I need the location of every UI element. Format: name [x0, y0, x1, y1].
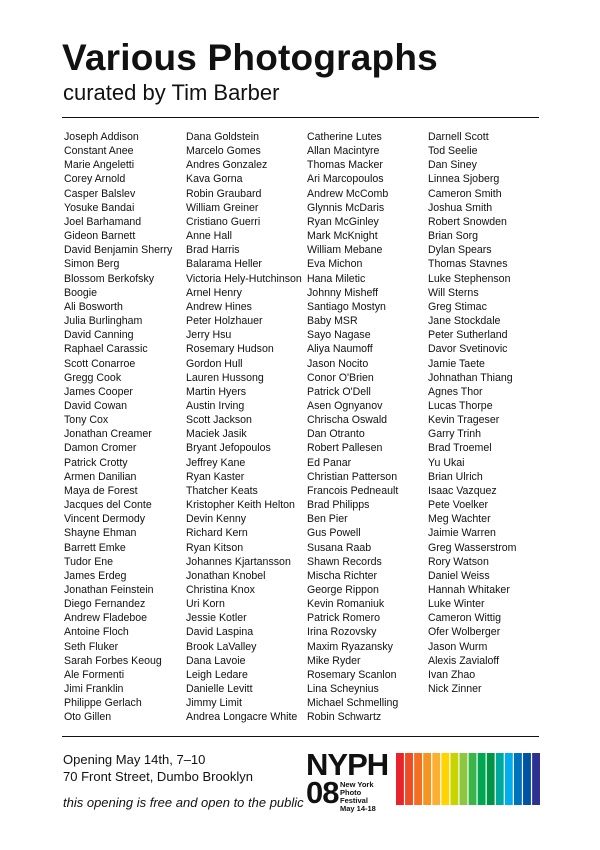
artist-name: Diego Fernandez [64, 598, 146, 611]
artist-name: Marcelo Gomes [186, 145, 261, 158]
artist-name: William Greiner [186, 201, 259, 214]
artist-name: Richard Kern [186, 527, 248, 540]
artist-name: Hana Miletic [307, 272, 366, 285]
artist-name: Brad Philipps [307, 499, 370, 512]
artist-name: Austin Irving [186, 399, 245, 412]
artist-column-4 [428, 130, 517, 696]
artist-name: Martin Hyers [186, 385, 247, 398]
artist-name: Antoine Floch [64, 626, 129, 639]
color-stripe [432, 753, 440, 805]
artist-name: Kevin Trageser [428, 414, 500, 427]
artist-name: Sayo Nagase [307, 329, 371, 342]
artist-name: Patrick Romero [307, 612, 380, 625]
artist-name: Ale Formenti [64, 668, 125, 681]
artist-name: David Laspina [186, 626, 254, 639]
artist-name: Tod Seelie [428, 145, 478, 158]
artist-column-1 [64, 130, 172, 725]
nyph-logo [306, 747, 389, 813]
page-subtitle: curated by Tim Barber [63, 80, 280, 105]
artist-name: David Benjamin Sherry [64, 244, 173, 257]
artist-name: Linnea Sjoberg [428, 173, 500, 186]
artist-name: Joseph Addison [64, 131, 139, 143]
logo-caption [340, 781, 390, 813]
artist-name: Scott Conarroe [64, 357, 136, 370]
artist-name: George Rippon [307, 584, 379, 596]
artist-name: David Cowan [64, 399, 128, 412]
bottom-divider [62, 736, 539, 737]
artist-name: Robin Graubard [186, 187, 262, 200]
artist-name: Andrea Longacre White [186, 711, 298, 724]
artist-name: Will Sterns [428, 286, 479, 299]
artist-name: Marie Angeletti [64, 159, 135, 172]
artist-name: Armen Danilian [64, 470, 137, 483]
logo-line-2: Photo Festival [340, 788, 368, 805]
artist-name: Daniel Weiss [428, 569, 490, 582]
artist-name: Meg Wachter [428, 513, 491, 526]
artist-name: Maya de Forest [64, 484, 138, 497]
artist-name: Robert Pallesen [307, 442, 383, 455]
artist-name: Patrick Crotty [64, 456, 128, 469]
rainbow-stripes-graphic [396, 753, 540, 805]
artist-name: Susana Raab [307, 541, 372, 554]
artist-name: Raphael Carassic [64, 343, 148, 356]
artist-name: Ivan Zhao [428, 668, 476, 681]
artist-name: Lauren Hussong [186, 371, 264, 384]
artist-name: Jonathan Knobel [186, 569, 266, 582]
color-stripe [469, 753, 477, 805]
artist-name: Thatcher Keats [186, 484, 258, 497]
artist-name: Mischa Richter [307, 569, 378, 582]
artist-name: William Mebane [307, 244, 383, 257]
artist-name: Alexis Zavialoff [428, 654, 500, 667]
artist-name: Joshua Smith [428, 201, 493, 214]
artist-name: Blossom Berkofsky [64, 272, 155, 285]
artist-name: Dana Lavoie [186, 654, 246, 667]
artist-name: Dana Goldstein [186, 131, 260, 143]
artist-name: Ofer Wolberger [428, 626, 501, 639]
color-stripe [514, 753, 522, 805]
artist-name: Davor Svetinovic [428, 343, 508, 356]
artist-name: Julia Burlingham [64, 315, 143, 328]
color-stripe [460, 753, 468, 805]
artist-name: Gus Powell [307, 527, 361, 540]
artist-name: Aliya Naumoff [307, 343, 373, 356]
artist-name: Shawn Records [307, 555, 382, 568]
artist-name: Robert Snowden [428, 215, 507, 228]
color-stripe [396, 753, 404, 805]
artist-name: Kevin Romaniuk [307, 598, 385, 611]
artist-name: Baby MSR [307, 315, 358, 328]
artist-name: Lina Scheynius [307, 683, 379, 696]
artist-name: Danielle Levitt [186, 683, 253, 696]
venue-address: 70 Front Street, Dumbo Brooklyn [63, 769, 254, 784]
artist-name: Dylan Spears [428, 244, 492, 257]
artist-name: Corey Arnold [64, 173, 126, 186]
artist-name: Ali Bosworth [64, 300, 123, 313]
artist-name: James Cooper [64, 385, 133, 398]
artist-name: Simon Berg [64, 258, 120, 271]
artist-name: Irina Rozovsky [307, 626, 377, 639]
artist-name: Johannes Kjartansson [186, 555, 291, 568]
color-stripe [414, 753, 422, 805]
logo-line-3: May 14-18 [340, 804, 376, 813]
artist-name: Bryant Jefopoulos [186, 442, 271, 455]
artist-name: Oto Gillen [64, 711, 112, 724]
artist-name: Johnathan Thiang [428, 371, 513, 384]
artist-name: Thomas Macker [307, 159, 383, 172]
artist-name: James Erdeg [64, 569, 127, 582]
artist-name: Ryan McGinley [307, 215, 379, 228]
color-stripe [441, 753, 449, 805]
artist-name: Peter Holzhauer [186, 315, 263, 328]
artist-name: Devin Kenny [186, 513, 247, 526]
artist-name: Jerry Hsu [186, 329, 232, 342]
logo-year: 08 [306, 775, 339, 810]
artist-name: Chrischa Oswald [307, 414, 388, 427]
artist-name: Tony Cox [64, 414, 109, 427]
artist-name: Damon Cromer [64, 442, 137, 455]
artist-name: Cameron Smith [428, 187, 502, 200]
artist-name: Kava Gorna [186, 173, 243, 186]
artist-name: Jason Nocito [307, 357, 369, 370]
artist-name: Andres Gonzalez [186, 159, 268, 172]
artist-name: Brad Troemel [428, 442, 492, 455]
artist-name: Jane Stockdale [428, 315, 501, 328]
artist-name: Jeffrey Kane [186, 456, 246, 469]
page-title: Various Photographs [62, 37, 438, 78]
artist-name: Shayne Ehman [64, 527, 137, 540]
artist-name: Michael Schmelling [307, 697, 399, 710]
artist-name: Seth Fluker [64, 640, 119, 653]
artist-name: Hannah Whitaker [428, 584, 510, 596]
artist-name: Ari Marcopoulos [307, 173, 384, 186]
artist-name: Yosuke Bandai [64, 201, 135, 214]
artist-name: Sarah Forbes Keoug [64, 654, 162, 667]
logo-wordmark: NYPH [306, 747, 389, 782]
artist-name: Andrew Hines [186, 300, 252, 313]
artist-name: Peter Sutherland [428, 329, 508, 342]
artist-name: Dan Otranto [307, 428, 365, 441]
artist-name: Jason Wurm [428, 640, 488, 653]
artist-name: Robin Schwartz [307, 711, 382, 724]
artist-name: Garry Trinh [428, 428, 481, 441]
artist-name: Jonathan Feinstein [64, 584, 154, 596]
color-stripe [423, 753, 431, 805]
artist-name: Anne Hall [186, 230, 232, 243]
color-stripe [532, 753, 540, 805]
artist-name: Rosemary Scanlon [307, 668, 397, 681]
artist-name: Santiago Mostyn [307, 300, 386, 313]
artist-name: Jamie Taete [428, 357, 485, 370]
artist-name: David Canning [64, 329, 134, 342]
artist-name: Allan Macintyre [307, 145, 380, 158]
artist-name: Maciek Jasik [186, 428, 247, 441]
color-stripe [478, 753, 486, 805]
artist-name: Patrick O'Dell [307, 385, 371, 398]
artist-name: Jessie Kotler [186, 612, 247, 625]
artist-name: Asen Ognyanov [307, 399, 383, 412]
color-stripe [496, 753, 504, 805]
artist-name: Greg Wasserstrom [428, 541, 517, 554]
artist-name: Mark McKnight [307, 230, 378, 243]
artist-name: Christian Patterson [307, 470, 398, 483]
artist-name: Luke Stephenson [428, 272, 511, 285]
artist-name: Jimi Franklin [64, 683, 124, 696]
artist-name: Brian Ulrich [428, 470, 483, 483]
artist-name: Uri Korn [186, 598, 225, 611]
artist-name: Jonathan Creamer [64, 428, 152, 441]
artist-name: Agnes Thor [428, 385, 483, 398]
artist-name: Pete Voelker [428, 499, 489, 512]
artist-name: Andrew Fladeboe [64, 612, 148, 625]
artist-name: Yu Ukai [428, 456, 465, 469]
artist-name: Philippe Gerlach [64, 697, 142, 710]
artist-name: Jacques del Conte [64, 499, 152, 512]
artist-column-3 [307, 130, 398, 725]
artist-name: Joel Barhamand [64, 215, 142, 228]
color-stripe [487, 753, 495, 805]
artist-name: Dan Siney [428, 159, 477, 172]
artist-name: Mike Ryder [307, 654, 361, 667]
artist-name: Eva Michon [307, 258, 363, 271]
artist-name: Arnel Henry [186, 286, 242, 299]
artist-name: Darnell Scott [428, 131, 489, 143]
artist-name: Brian Sorg [428, 230, 479, 243]
artist-name: Andrew McComb [307, 187, 389, 200]
artist-name: Gregg Cook [64, 371, 122, 384]
artist-name: Scott Jackson [186, 414, 252, 427]
color-stripe [405, 753, 413, 805]
top-divider [62, 117, 539, 118]
logo-line-1: New York [340, 780, 374, 789]
artist-name: Greg Stimac [428, 300, 487, 313]
artist-name: Nick Zinner [428, 683, 482, 696]
artist-name: Jimmy Limit [186, 697, 242, 710]
artist-name: Leigh Ledare [186, 668, 248, 681]
artist-name: Glynnis McDaris [307, 201, 385, 214]
artist-name: Ed Panar [307, 456, 352, 469]
color-stripe [523, 753, 531, 805]
color-stripe [505, 753, 513, 805]
artist-name: Christina Knox [186, 584, 255, 596]
artist-column-2 [186, 130, 302, 725]
artist-name: Rory Watson [428, 555, 489, 568]
color-stripe [450, 753, 458, 805]
artist-name: Ryan Kaster [186, 470, 245, 483]
artist-name: Tudor Ene [64, 555, 114, 568]
artist-name: Conor O'Brien [307, 371, 374, 384]
artist-name: Ben Pier [307, 513, 348, 526]
artist-name: Ryan Kitson [186, 541, 244, 554]
artist-name: Brook LaValley [186, 640, 257, 653]
artist-name: Cristiano Guerri [186, 215, 261, 228]
artist-name: Rosemary Hudson [186, 343, 274, 356]
artist-name: Cameron Wittig [428, 612, 501, 625]
artist-name: Constant Anee [64, 145, 134, 158]
artist-name: Kristopher Keith Helton [186, 499, 295, 512]
artist-name: Lucas Thorpe [428, 399, 493, 412]
artist-name: Casper Balslev [64, 187, 136, 200]
artist-name: Vincent Dermody [64, 513, 146, 526]
artist-name: Boogie [64, 286, 97, 299]
artist-name: Gordon Hull [186, 357, 243, 370]
artist-name: Gideon Barnett [64, 230, 136, 243]
artist-name: Francois Pedneault [307, 484, 399, 497]
artist-name: Barrett Emke [64, 541, 126, 554]
opening-date: Opening May 14th, 7–10 [63, 752, 206, 767]
admission-note: this opening is free and open to the public [63, 795, 304, 810]
artist-name: Balarama Heller [186, 258, 262, 271]
artist-name: Brad Harris [186, 244, 240, 257]
artist-name: Thomas Stavnes [428, 258, 508, 271]
artist-name: Isaac Vazquez [428, 484, 497, 497]
artist-name: Victoria Hely-Hutchinson [186, 272, 302, 285]
artist-name: Catherine Lutes [307, 131, 382, 143]
artist-name: Maxim Ryazansky [307, 640, 393, 653]
artist-name: Jaimie Warren [428, 527, 496, 540]
artist-name: Johnny Misheff [307, 286, 379, 299]
artist-name: Luke Winter [428, 598, 485, 611]
